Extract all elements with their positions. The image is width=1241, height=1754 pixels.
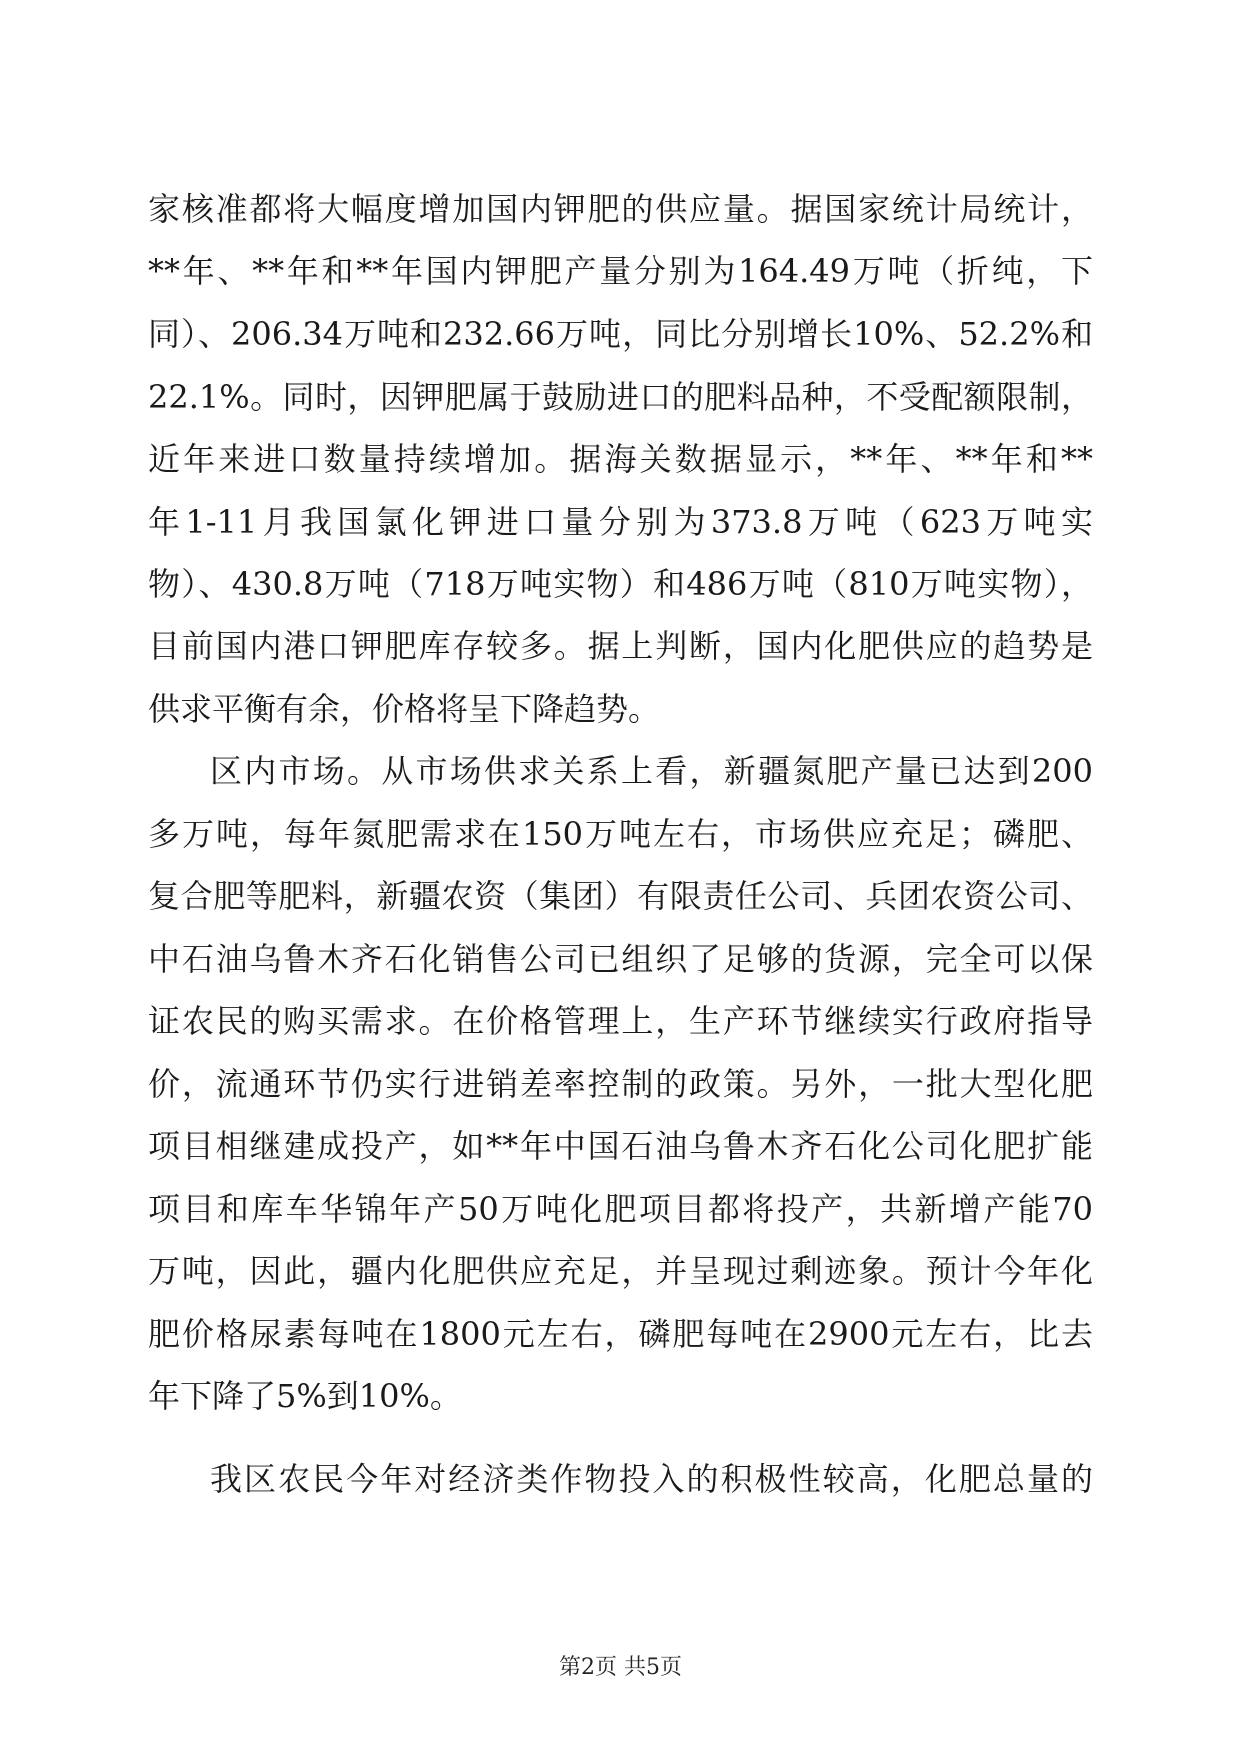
paragraph-1-line-9: 供求平衡有余，价格将呈下降趋势。 (148, 690, 661, 728)
paragraph-2-line-5: 证农民的购买需求。在价格管理上，生产环节继续实行政府指导 (148, 1002, 1093, 1040)
paragraph-2-line-4: 中石油乌鲁木齐石化销售公司已组织了足够的货源，完全可以保 (148, 940, 1093, 978)
paragraph-2-line-6: 价，流通环节仍实行进销差率控制的政策。另外，一批大型化肥 (148, 1065, 1093, 1103)
paragraph-1-line-5: 近年来进口数量持续增加。据海关数据显示，**年、**年和** (148, 440, 1093, 478)
paragraph-2-line-2: 多万吨，每年氮肥需求在150万吨左右，市场供应充足；磷肥、 (148, 815, 1093, 853)
paragraph-1-line-7: 物）、430.8万吨（718万吨实物）和486万吨（810万吨实物）， (148, 565, 1093, 603)
paragraph-1-line-6: 年1-11月我国氯化钾进口量分别为373.8万吨（623万吨实 (148, 503, 1093, 541)
paragraph-1-line-8: 目前国内港口钾肥库存较多。据上判断，国内化肥供应的趋势是 (148, 627, 1093, 665)
paragraph-1-line-3: 同）、206.34万吨和232.66万吨，同比分别增长10%、52.2%和 (148, 315, 1093, 353)
page-footer: 第2页 共5页 (559, 1655, 682, 1680)
paragraph-2-line-1: 区内市场。从市场供求关系上看，新疆氮肥产量已达到200 (210, 752, 1093, 790)
paragraph-2-line-3: 复合肥等肥料，新疆农资（集团）有限责任公司、兵团农资公司、 (148, 877, 1093, 915)
paragraph-1-line-1: 家核准都将大幅度增加国内钾肥的供应量。据国家统计局统计， (148, 190, 1093, 228)
paragraph-3-line-1: 我区农民今年对经济类作物投入的积极性较高，化肥总量的 (210, 1460, 1093, 1498)
paragraph-2-line-9: 万吨，因此，疆内化肥供应充足，并呈现过剩迹象。预计今年化 (148, 1252, 1093, 1290)
paragraph-2-line-10: 肥价格尿素每吨在1800元左右，磷肥每吨在2900元左右，比去 (148, 1315, 1093, 1353)
paragraph-2-line-11: 年下降了5%到10%。 (148, 1377, 462, 1415)
paragraph-2-line-8: 项目和库车华锦年产50万吨化肥项目都将投产，共新增产能70 (148, 1190, 1093, 1228)
paragraph-2-line-7: 项目相继建成投产，如**年中国石油乌鲁木齐石化公司化肥扩能 (148, 1127, 1093, 1165)
paragraph-1-line-2: **年、**年和**年国内钾肥产量分别为164.49万吨（折纯，下 (148, 252, 1093, 290)
paragraph-1-line-4: 22.1%。同时，因钾肥属于鼓励进口的肥料品种，不受配额限制， (148, 378, 1093, 416)
